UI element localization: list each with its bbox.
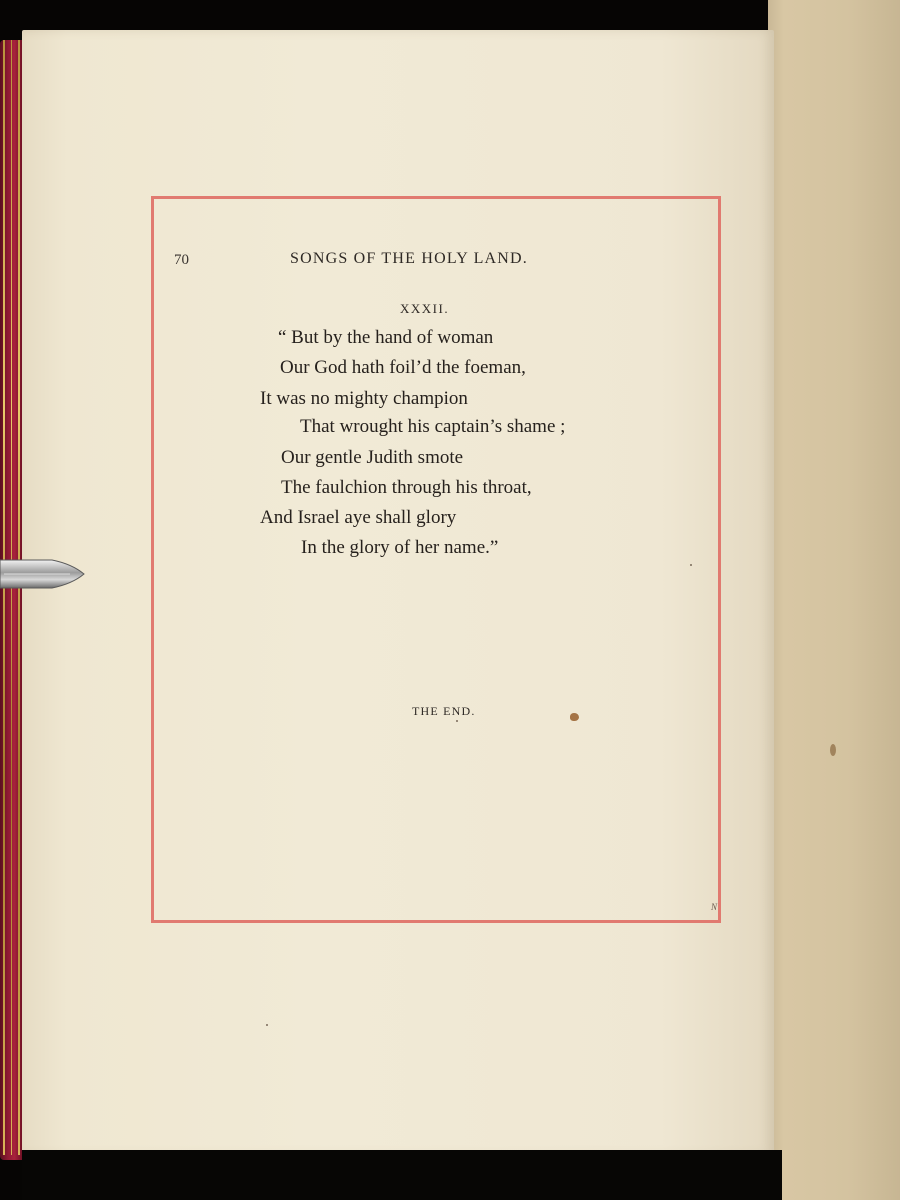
paper-speck [456,720,458,722]
verse-line-4: That wrought his captain’s shame ; [300,416,566,437]
verse-line-6: The faulchion through his throat, [281,477,532,498]
signature-mark: N [711,902,718,912]
verse-line-5: Our gentle Judith smote [281,447,464,468]
facing-page [768,0,900,1200]
running-head: SONGS OF THE HOLY LAND. [290,250,529,267]
verse-line-2: Our God hath foil’d the foeman, [280,357,526,378]
paper-speck [690,564,692,566]
page-number: 70 [174,252,189,268]
gilt-rule [3,40,5,1155]
verse-line-3: It was no mighty champion [260,388,468,409]
the-end: THE END. [412,704,476,718]
page-clip-icon [0,556,86,592]
foxing-spot [570,713,579,721]
verse-line-7: And Israel aye shall glory [260,507,457,528]
paper-speck [266,1024,268,1026]
verse-line-1: “ But by the hand of woman [278,327,494,348]
verse-line-8: In the glory of her name.” [301,537,499,558]
bottom-shadow [22,1150,782,1200]
stanza-number: XXXII. [400,301,450,316]
gilt-rule [11,40,12,1155]
gilt-rule [18,40,20,1155]
facing-page-stain [830,744,836,756]
